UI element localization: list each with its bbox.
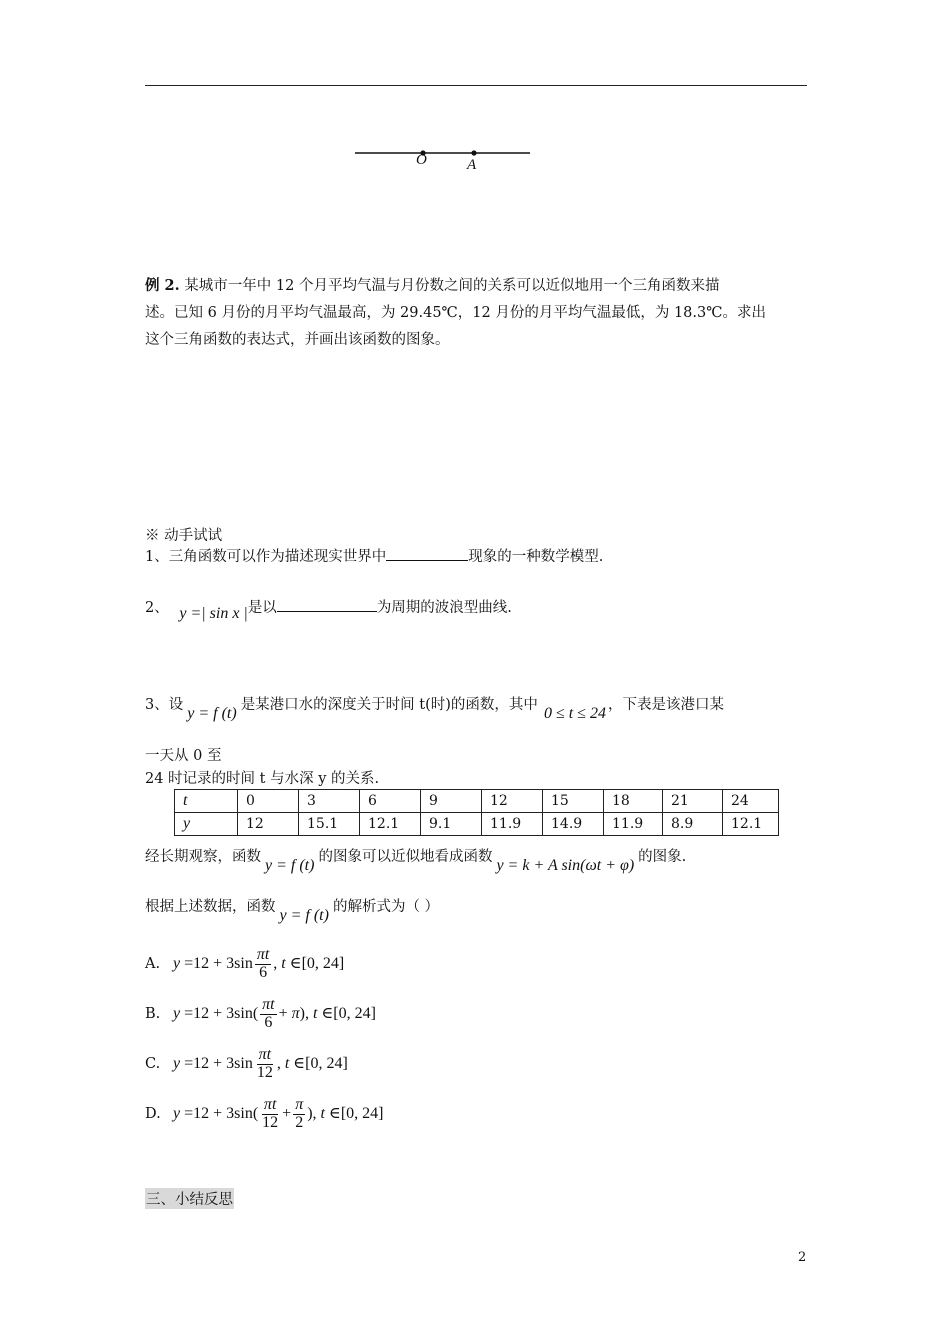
table-cell: 15	[543, 790, 604, 813]
obs-formula-g: y = k + A sin(ωt + φ)	[496, 857, 635, 874]
table-cell: 14.9	[543, 813, 604, 836]
table-cell: 0	[238, 790, 299, 813]
q3-formula-f: y = f (t)	[187, 705, 237, 722]
option-d[interactable]	[145, 1097, 383, 1132]
q3-pre: 3、设	[145, 697, 184, 713]
q1-blank[interactable]	[386, 548, 468, 561]
point-a	[471, 150, 476, 155]
question-2	[145, 596, 512, 622]
q1-pre: 1、三角函数可以作为描述现实世界中	[145, 549, 387, 565]
table-cell: 12	[238, 813, 299, 836]
table-cell: 18	[604, 790, 663, 813]
table-cell: y	[175, 813, 238, 836]
observation-line	[145, 845, 687, 874]
example2-line1	[145, 274, 719, 295]
ask-line	[145, 895, 440, 924]
table-cell: t	[175, 790, 238, 813]
example2-line2: 述。已知 6 月份的月平均气温最高，为 29.45℃，12 月份的月平均气温最低，为 18.3℃。求出	[145, 305, 766, 321]
table-cell: 12.1	[360, 813, 421, 836]
table-cell: 9	[421, 790, 482, 813]
header-rule	[145, 85, 807, 86]
option-c[interactable]	[145, 1047, 348, 1082]
option-b-formula: y =12 + 3sin( $\frac{\pi t}{6}$ + π), t ∈[0, 24]	[173, 996, 376, 1031]
table-cell: 24	[723, 790, 779, 813]
option-a[interactable]	[145, 947, 344, 982]
q2-post: 为周期的波浪型曲线.	[376, 600, 512, 616]
obs-mid: 的图象可以近似地看成函数	[318, 849, 493, 865]
table-cell: 12	[482, 790, 543, 813]
practice-heading: ※ 动手试试	[145, 528, 223, 544]
q2-num: 2、	[145, 600, 169, 616]
obs-pre: 经长期观察，函数	[145, 849, 261, 865]
option-d-label: D.	[145, 1106, 161, 1123]
section-3-heading: 三、小结反思	[145, 1188, 234, 1209]
q2-formula: y =| sin x |	[179, 605, 248, 622]
table-cell: 3	[299, 790, 360, 813]
table-cell: 15.1	[299, 813, 360, 836]
page-number: 2	[798, 1250, 807, 1265]
example2-line3: 这个三角函数的表达式，并画出该函数的图象。	[145, 332, 450, 348]
ask-formula-f: y = f (t)	[279, 907, 329, 924]
q3-mid: 是某港口水的深度关于时间 t(时)的函数，其中	[240, 697, 538, 713]
q3-range: 0 ≤ t ≤ 24	[543, 705, 606, 722]
option-b-label: B.	[145, 1006, 161, 1023]
table-cell: 21	[663, 790, 723, 813]
ask-pre: 根据上述数据，函数	[145, 899, 276, 915]
option-b[interactable]	[145, 997, 376, 1032]
depth-table	[174, 789, 779, 836]
table-cell: 8.9	[663, 813, 723, 836]
table-cell: 12.1	[723, 813, 779, 836]
table-row-t	[175, 790, 779, 813]
table-row-y	[175, 813, 779, 836]
q2-blank[interactable]	[277, 599, 377, 612]
option-c-formula: y =12 + 3sin $\frac{\pi t}{12}$ , t ∈[0, 24]	[173, 1046, 348, 1081]
point-o-label: O	[416, 152, 427, 168]
point-a-label: A	[467, 157, 477, 173]
q3-line3: 24 时记录的时间 t 与水深 y 的关系.	[145, 771, 380, 787]
question-3	[145, 693, 724, 722]
ask-post: 的解析式为（ ）	[332, 899, 440, 915]
option-d-formula: y =12 + 3sin( $\frac{\pi t}{12}$ + $\frac{\pi}{2}$ ), t ∈[0, 24]	[173, 1096, 384, 1131]
obs-post: 的图象.	[638, 849, 687, 865]
option-a-label: A.	[145, 956, 161, 973]
table-cell: 11.9	[482, 813, 543, 836]
q2-mid: 是以	[247, 600, 277, 616]
example2-text1: 某城市一年中 12 个月平均气温与月份数之间的关系可以近似地用一个三角函数来描	[184, 278, 720, 294]
table-cell: 6	[360, 790, 421, 813]
option-c-label: C.	[145, 1056, 161, 1073]
obs-formula-f: y = f (t)	[265, 857, 315, 874]
table-cell: 9.1	[421, 813, 482, 836]
q1-post: 现象的一种数学模型.	[468, 549, 604, 565]
option-a-formula: y =12 + 3sin $\frac{\pi t}{6}$ , t ∈[0, 24]	[173, 946, 345, 981]
q3-post: ，下表是该港口某	[607, 697, 724, 713]
q3-line2: 一天从 0 至	[145, 748, 222, 764]
question-1	[145, 545, 603, 566]
number-line-figure	[350, 140, 540, 180]
example2-label: 例 2.	[145, 277, 180, 294]
table-cell: 11.9	[604, 813, 663, 836]
